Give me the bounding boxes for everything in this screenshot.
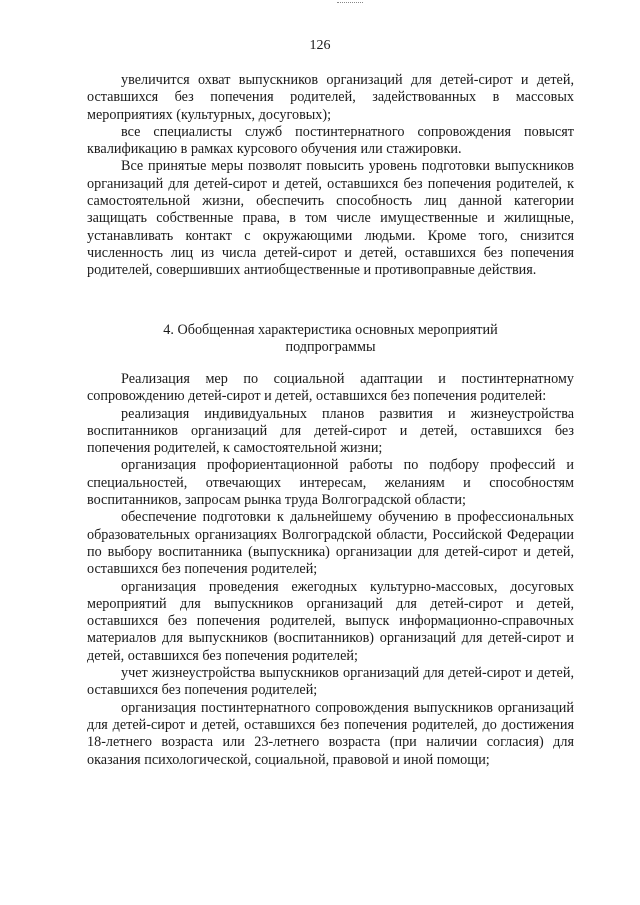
list-item: организация проведения ежегодных культурно-массовых, досуговых мероприятий для выпускников организаций для детей-сирот и детей, оставшихся без попечения родителей, выпуск информационно-справочных материалов для выпускников (воспитанников) организаций для детей-сирот и детей, оставшихся без попечения родителей; — [87, 578, 574, 664]
intro-text-block — [87, 72, 574, 280]
list-item: организация постинтернатного сопровождения выпускников организаций для детей-сирот и детей, оставшихся без попечения родителей, до достижения 18-летнего возраста или 23-летнего возраста (при наличии согласия) для оказания психологической, социальной, правовой и иной помощи; — [87, 699, 574, 768]
paragraph: увеличится охват выпускников организаций для детей-сирот и детей, оставшихся без попечения родителей, задействованных в массовых мероприятиях (культурных, досуговых); — [87, 72, 574, 123]
paragraph: все специалисты служб постинтернатного сопровождения повысят квалификацию в рамках курсового обучения или стажировки. — [87, 123, 574, 158]
section-heading-line: 4. Обобщенная характеристика основных мероприятий — [163, 322, 498, 338]
paragraph: Все принятые меры позволят повысить уровень подготовки выпускников организаций для детей-сирот и детей, оставшихся без попечения родителей, к самостоятельной жизни, обеспечить способность лиц данной категории защищать собственные права, в том числе имущественные и жилищные, устанавливать контакт с окружающими людьми. Кроме того, снизится численность лиц из числа детей-сирот и детей, оставшихся без попечения родителей, совершивших антиобщественные и противоправные действия. — [87, 158, 574, 279]
list-item: реализация индивидуальных планов развития и жизнеустройства воспитанников организаций для детей-сирот и детей, оставшихся без попечения родителей, к самостоятельной жизни; — [87, 405, 574, 457]
list-item: организация профориентационной работы по подбору профессий и специальностей, отвечающих интересам, желаниям и способностям воспитанников, запросам рынка труда Волгоградской области; — [87, 457, 574, 509]
section-heading — [87, 322, 574, 356]
section-heading-line: подпрограммы — [285, 339, 376, 355]
page-number: 126 — [309, 38, 331, 53]
list-item: учет жизнеустройства выпускников организаций для детей-сирот и детей, оставшихся без попечения родителей; — [87, 665, 574, 699]
list-item: обеспечение подготовки к дальнейшему обучению в профессиональных образовательных организациях Волгоградской области, Российской Федерации по выбору воспитанника (выпускника) организации для детей-сирот и детей, оставшихся без попечения родителей; — [87, 509, 574, 578]
measures-text-block — [87, 371, 574, 769]
paragraph: Реализация мер по социальной адаптации и постинтернатному сопровождению детей-сирот и детей, оставшихся без попечения родителей: — [87, 371, 574, 405]
scan-artifact — [337, 2, 363, 6]
